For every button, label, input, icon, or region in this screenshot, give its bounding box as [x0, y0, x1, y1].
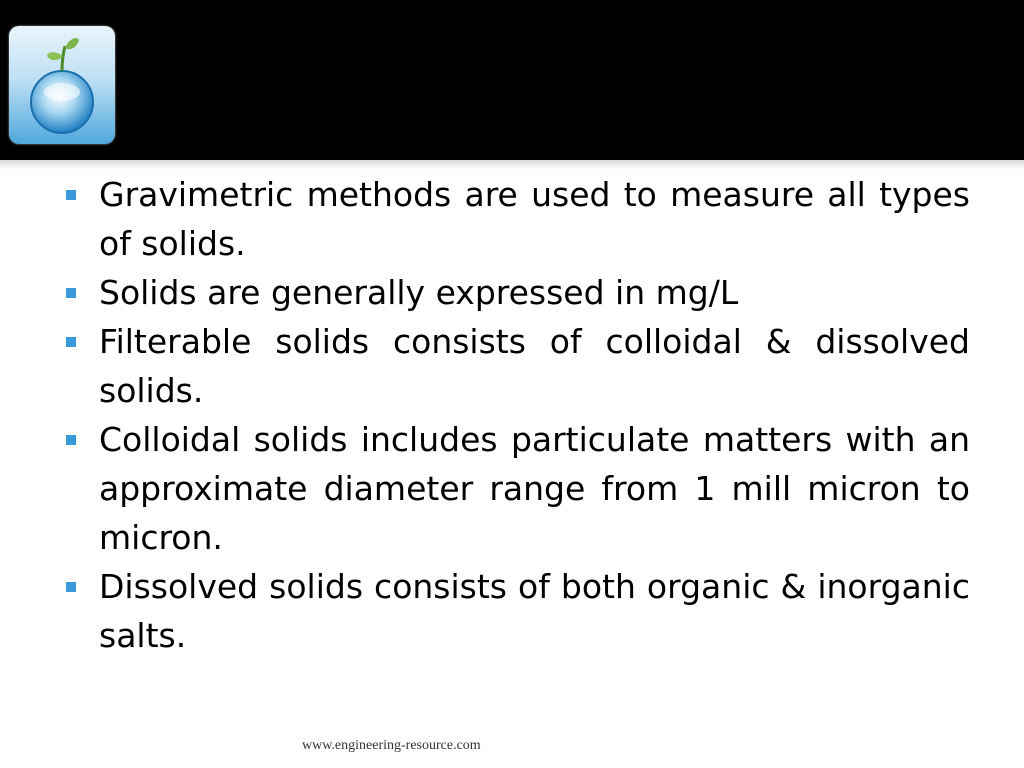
bullet-item: [60, 170, 970, 268]
bullet-text: Gravimetric methods are used to measure all types of solids.: [99, 175, 970, 263]
bullet-item: [60, 415, 970, 562]
header-band: [0, 0, 1024, 160]
bullet-text: Filterable solids consists of colloidal & dissolved solids.: [99, 322, 970, 410]
square-bullet-icon: [66, 288, 76, 298]
bullet-item: [60, 268, 970, 317]
logo-graphic: [9, 26, 115, 144]
square-bullet-icon: [66, 337, 76, 347]
bullet-text: Solids are generally expressed in mg/L: [99, 273, 739, 312]
bullet-item: [60, 562, 970, 660]
slide-body: [60, 170, 970, 660]
globe-with-sprout-icon: [9, 26, 115, 144]
footer-url: www.engineering-resource.com: [302, 738, 481, 753]
header-divider: [0, 160, 1024, 170]
bullet-text: Colloidal solids includes particulate matters with an approximate diameter range from 1 mill micron to micron.: [99, 420, 970, 557]
square-bullet-icon: [66, 190, 76, 200]
bullet-text: Dissolved solids consists of both organic & inorganic salts.: [99, 567, 970, 655]
bullet-item: [60, 317, 970, 415]
bullet-list: [60, 170, 970, 660]
square-bullet-icon: [66, 582, 76, 592]
square-bullet-icon: [66, 435, 76, 445]
